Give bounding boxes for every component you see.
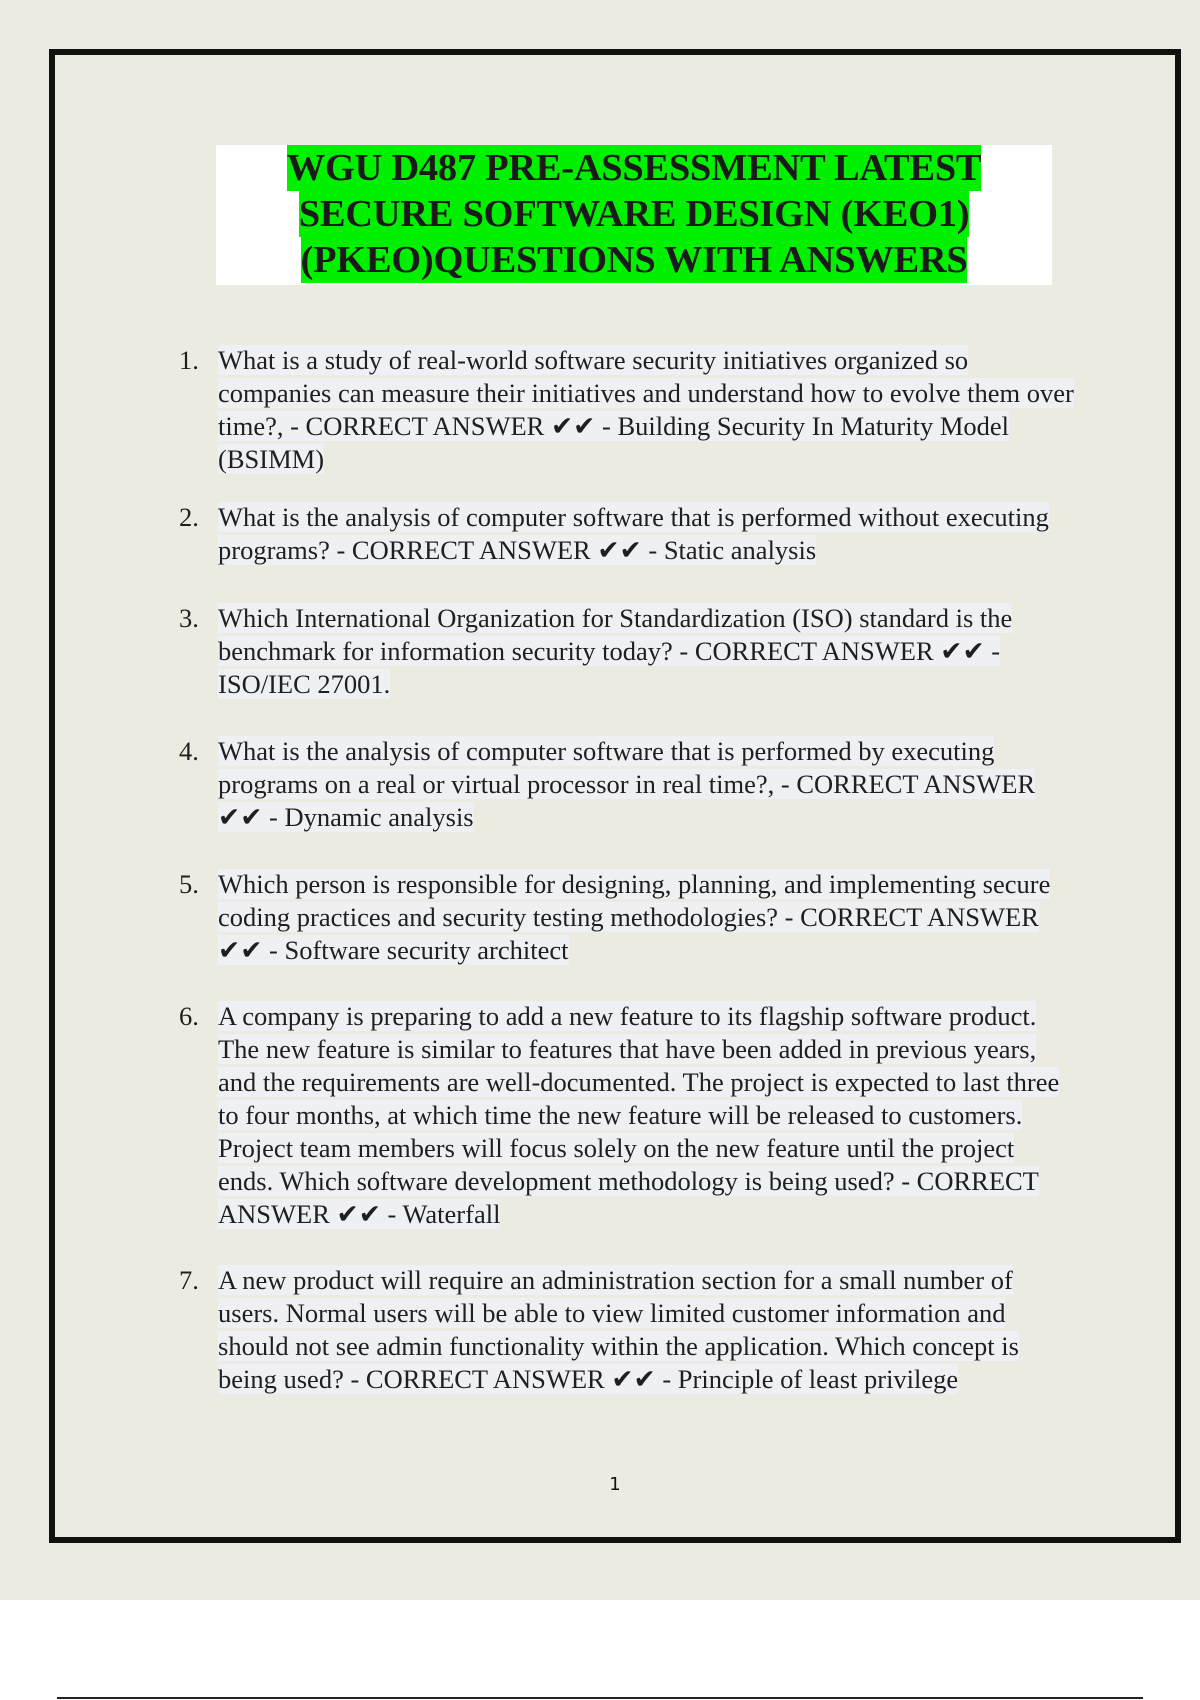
question-number: 1. <box>179 345 199 375</box>
question-text: Which person is responsible for designing, planning, and implementing secure coding practices and security testing methodologies? - CORRECT ANSWER ✔✔ - Software security architect <box>218 869 1051 965</box>
title-line-3: (PKEO)QUESTIONS WITH ANSWERS <box>300 239 968 281</box>
title-line-1: WGU D487 PRE-ASSESSMENT LATEST <box>286 147 982 189</box>
question-number: 4. <box>179 736 199 766</box>
question-item <box>175 344 1075 476</box>
question-item <box>175 1264 1075 1396</box>
question-item <box>175 735 1075 834</box>
question-text: Which International Organization for Standardization (ISO) standard is the benchmark for information security today? - CORRECT ANSWER ✔✔ - ISO/IEC 27001. <box>218 603 1013 699</box>
title-line-2: SECURE SOFTWARE DESIGN (KEO1) <box>298 193 970 235</box>
question-text: A company is preparing to add a new feature to its flagship software product. The new feature is similar to features that have been added in previous years, and the requirements are well-documented. The project is expected to last three to four months, at which time the new feature will be released to customers. Project team members will focus solely on the new feature until the project ends. Which software development methodology is being used? - CORRECT ANSWER ✔✔ - Waterfall <box>218 1001 1060 1229</box>
bottom-divider <box>57 1697 1143 1699</box>
question-item <box>175 501 1075 567</box>
page-number: 1 <box>609 1474 621 1495</box>
question-number: 3. <box>179 603 199 633</box>
question-text: What is a study of real-world software security initiatives organized so companies can measure their initiatives and understand how to evolve them over time?, - CORRECT ANSWER ✔✔ - Building Security In Maturity Model (BSIMM) <box>218 345 1074 474</box>
question-list <box>175 344 1075 1396</box>
question-item <box>175 868 1075 967</box>
question-number: 5. <box>179 869 199 899</box>
question-text: What is the analysis of computer software that is performed by executing programs on a real or virtual processor in real time?, - CORRECT ANSWER ✔✔ - Dynamic analysis <box>218 736 1036 832</box>
question-item <box>175 1000 1075 1231</box>
question-text: A new product will require an administration section for a small number of users. Normal users will be able to view limited customer information and should not see admin functionality within the application. Which concept is being used? - CORRECT ANSWER ✔✔ - Principle of least privilege <box>218 1265 1019 1394</box>
question-number: 2. <box>179 502 199 532</box>
question-text: What is the analysis of computer software that is performed without executing programs? - CORRECT ANSWER ✔✔ - Static analysis <box>218 502 1049 565</box>
question-number: 7. <box>179 1265 199 1295</box>
document-title <box>216 145 1052 285</box>
question-number: 6. <box>179 1001 199 1031</box>
question-item <box>175 602 1075 701</box>
